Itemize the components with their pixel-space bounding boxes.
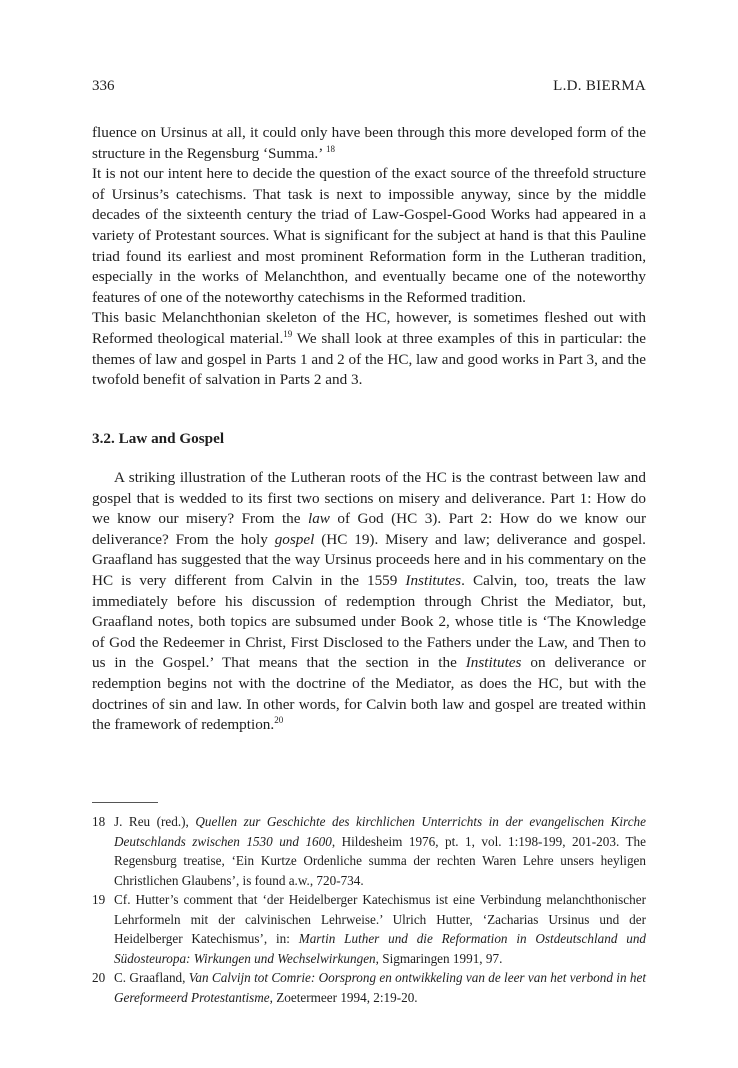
footnotes: [92, 812, 646, 1007]
text-block-main: [92, 468, 646, 736]
footnote-ref-20[interactable]: 20: [274, 715, 284, 726]
text-run: (HC 19). Misery and law; deliverance and gospel. Graafland has suggested that the way Ursinus proceeds here and in his commentary on the HC is very different from Calvin in the 1559: [92, 530, 646, 589]
italic-run: Institutes: [405, 571, 462, 589]
footnote-20: [92, 968, 646, 1007]
text-run: C. Graafland,: [114, 970, 189, 985]
italic-run: Quellen zur Geschichte des kirchlichen Unterrichts in der evangelischen Kirche Deutschlands zwischen 1530 und 1600: [114, 814, 647, 849]
text-run: , Hildesheim 1976, pt. 1, vol. 1:198-199, 201-203. The Regensburg treatise, ‘Ein Kurtze Ordenliche summa der rechten Waren Lehre unsers heyligen Christlichen Glaubens’, is found a.w., 720-734.: [114, 833, 646, 888]
paragraph-text: We shall look at three examples of this in particular: the themes of law and gospel in Parts 1 and 2 of the HC, law and good works in Part 3, and the twofold benefit of salvation in Parts 2 and 3.: [92, 329, 646, 389]
italic-run: Van Calvijn tot Comrie: Oorsprong en ontwikkeling van de leer van het verbond in het Gereformeerd Protestantisme: [114, 970, 646, 1005]
text-run: on deliverance or redemption begins not with the doctrine of the Mediator, as does the HC, but with the doctrines of sin and law. In other words, for Calvin both law and gospel are treated within the framework of redemption.: [92, 654, 646, 734]
footnote-number: 20: [92, 970, 106, 985]
footnote-ref-18[interactable]: 18: [325, 143, 335, 154]
footnote-18: [92, 812, 646, 890]
text-run: . Calvin, too, treats the law immediately before his discussion of redemption through Christ the Mediator, but, Graafland notes, both topics are subsumed under Book 2, whose title is ‘The Knowledge of God the Redeemer in Christ, First Disclosed to the Fathers under the Law, and Then to us in the Gospel.’ That means that the section in the: [92, 571, 646, 672]
footnote-ref-19[interactable]: 19: [283, 328, 293, 339]
italic-run: gospel: [274, 530, 315, 548]
paragraph-text: fluence on Ursinus at all, it could only have been through this more developed form of the structure in the Regensburg ‘Summa.’: [92, 124, 646, 162]
footnote-divider: [92, 802, 158, 803]
text-run: of God (HC 3). Part 2: How do we know our deliverance? From the holy: [92, 510, 647, 548]
page-number: 336: [92, 78, 115, 94]
paragraph-law-and-gospel: [92, 468, 646, 736]
footnote-number: 18: [92, 814, 106, 829]
paragraph-text: This basic Melanchthonian skeleton of the HC, however, is sometimes fleshed out with Reformed theological material.: [92, 309, 646, 347]
footnote-number: 19: [92, 892, 106, 907]
text-block-top: [92, 123, 646, 391]
running-head: L.D. BIERMA: [553, 78, 646, 94]
paragraph-continuation: [92, 123, 646, 164]
italic-run: Martin Luther und die Reformation in Ostdeutschland und Südosteuropa: Wirkungen und Wechselwirkungen: [114, 931, 647, 966]
text-run: , Sigmaringen 1991, 97.: [375, 950, 503, 966]
paragraph-melanchthonian-skeleton: [92, 308, 646, 390]
italic-run: Institutes: [465, 654, 522, 672]
paragraph-source-question: It is not our intent here to decide the question of the exact source of the threefold structure of Ursinus’s catechisms. That task is next to impossible anyway, since by the middle decades of the sixteenth century the triad of Law-Gospel-Good Works had appeared in a variety of Protestant sources. What is significant for the subject at hand is that this Pauline triad found its earliest and most prominent Reformation form in the Lutheran tradition, especially in the works of Melanchthon, and eventually became one of the noteworthy features of one of the noteworthy catechisms in the Reformed tradition.: [92, 165, 646, 306]
text-run: A striking illustration of the Lutheran roots of the HC is the contrast between law and gospel that is wedded to its first two sections on misery and deliverance. Part 1: How do we know our misery? From the: [92, 469, 646, 528]
section-heading: 3.2. Law and Gospel: [92, 430, 225, 447]
text-run: J. Reu (red.),: [114, 814, 196, 829]
italic-run: law: [307, 510, 330, 528]
text-run: , Zoetermeer 1994, 2:19-20.: [269, 989, 418, 1005]
text-run: Cf. Hutter’s comment that ‘der Heidelberger Katechismus ist eine Verbindung melanchthonischer Lehrformeln mit der calvinischen Lehrweise.’ Ulrich Hutter, ‘Zacharias Ursinus und der Heidelberger Katechismus’, in:: [114, 892, 646, 946]
footnote-19: [92, 890, 646, 968]
